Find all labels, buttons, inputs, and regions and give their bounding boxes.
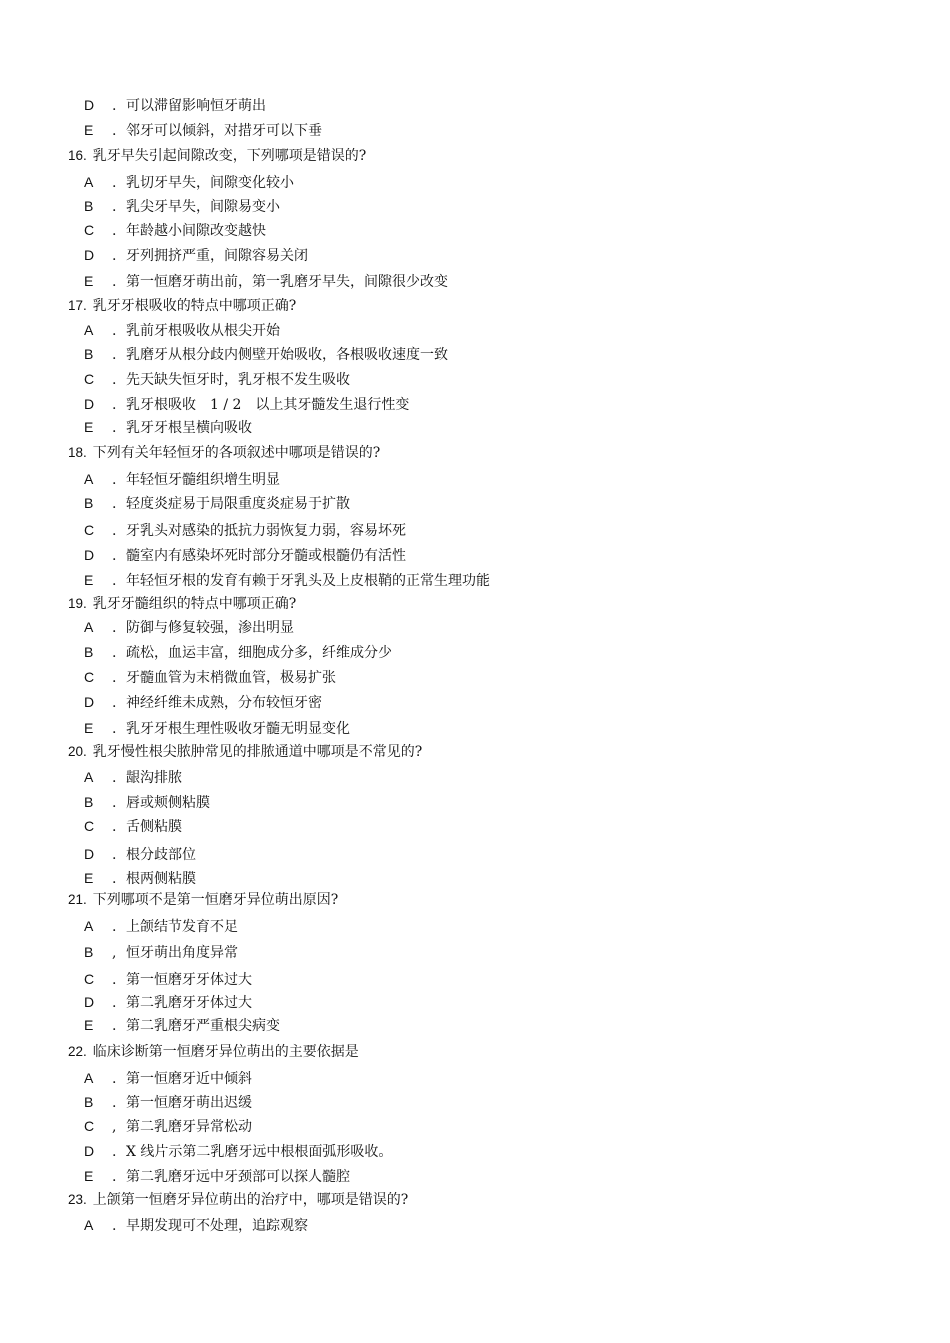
option-separator: . [112, 573, 117, 589]
answer-option [84, 395, 409, 414]
question-text: 乳牙牙髓组织的特点中哪项正确? [92, 596, 297, 612]
option-letter: D [84, 846, 95, 862]
option-text: 乳磨牙从根分歧内侧壁开始吸收，各根吸收速度一致 [126, 347, 448, 363]
option-text: 第二乳磨牙异常松动 [126, 1119, 252, 1135]
option-text: 髓室内有感染坏死时部分牙髓或根髓仍有活性 [126, 548, 406, 564]
option-separator: . [112, 223, 117, 239]
option-separator: . [112, 919, 117, 935]
answer-option [84, 345, 448, 364]
answer-option [84, 1117, 252, 1136]
option-letter: E [84, 720, 94, 736]
option-text: 第一恒磨牙萌出迟缓 [126, 1095, 252, 1111]
question-stem [68, 1191, 408, 1209]
option-separator: . [112, 420, 117, 436]
option-separator: . [112, 199, 117, 215]
option-text: 牙髓血管为末梢微血管，极易扩张 [126, 670, 336, 686]
option-separator: . [112, 972, 117, 988]
option-separator: . [112, 523, 117, 539]
option-text: 乳牙牙根呈横向吸收 [126, 420, 252, 436]
option-separator: . [112, 323, 117, 339]
option-text: 唇或颊侧粘膜 [126, 795, 210, 811]
answer-option [84, 1069, 252, 1088]
question-text: 下列哪项不是第一恒磨牙异位萌出原因? [92, 892, 339, 908]
option-letter: C [84, 669, 95, 685]
option-text: 第二乳磨牙牙体过大 [126, 995, 252, 1011]
option-text: 年龄越小间隙改变越快 [126, 223, 266, 239]
option-separator: . [112, 819, 117, 835]
option-separator: . [112, 175, 117, 191]
option-separator: . [112, 645, 117, 661]
answer-option [84, 943, 238, 962]
option-letter: A [84, 769, 94, 785]
question-text: 下列有关年轻恒牙的各项叙述中哪项是错误的? [92, 445, 381, 461]
answer-option [84, 668, 336, 687]
answer-option [84, 521, 406, 540]
question-text: 乳牙早失引起间隙改变，下列哪项是错误的? [92, 148, 367, 164]
option-separator: . [112, 548, 117, 564]
answer-option [84, 272, 448, 291]
option-text: 牙列拥挤严重，间隙容易关闭 [126, 248, 308, 264]
answer-option [84, 1142, 392, 1161]
option-separator: . [112, 721, 117, 737]
option-separator: . [112, 670, 117, 686]
question-number: 20. [68, 744, 87, 759]
option-separator: . [112, 1144, 117, 1160]
option-letter: A [84, 619, 94, 635]
option-separator: . [112, 1018, 117, 1034]
option-letter: C [84, 1118, 95, 1134]
question-number: 19. [68, 596, 87, 611]
answer-option [84, 418, 252, 437]
answer-option [84, 546, 406, 565]
option-text: 可以滞留影响恒牙萌出 [126, 98, 266, 114]
question-number: 21. [68, 892, 87, 907]
option-text: 早期发现可不处理，追踪观察 [126, 1218, 308, 1234]
answer-option [84, 246, 308, 265]
option-text: 根两侧粘膜 [126, 871, 196, 887]
answer-option [84, 197, 280, 216]
option-text: 舌侧粘膜 [126, 819, 182, 835]
option-text: 恒牙萌出角度异常 [126, 945, 238, 961]
question-text: 乳牙慢性根尖脓肿常见的排脓通道中哪项是不常见的? [92, 744, 423, 760]
option-text: 第一恒磨牙牙体过大 [126, 972, 252, 988]
option-letter: C [84, 971, 95, 987]
option-separator: . [112, 98, 117, 114]
answer-option [84, 494, 350, 513]
option-separator: . [112, 770, 117, 786]
option-letter: A [84, 471, 94, 487]
option-separator: . [112, 123, 117, 139]
option-letter: B [84, 644, 94, 660]
answer-option [84, 768, 182, 787]
question-text: 乳牙牙根吸收的特点中哪项正确? [92, 298, 297, 314]
option-text: 防御与修复较强，渗出明显 [126, 620, 294, 636]
option-letter: A [84, 1217, 94, 1233]
option-text: 年轻恒牙髓组织增生明显 [126, 472, 280, 488]
answer-option [84, 173, 294, 192]
option-separator: . [112, 1169, 117, 1185]
option-text: 乳前牙根吸收从根尖开始 [126, 323, 280, 339]
answer-option [84, 970, 252, 989]
option-text: 龈沟排脓 [126, 770, 182, 786]
question-number: 16. [68, 148, 87, 163]
question-number: 23. [68, 1192, 87, 1207]
option-letter: E [84, 419, 94, 435]
answer-option [84, 693, 322, 712]
option-text: 根分歧部位 [126, 847, 196, 863]
option-letter: D [84, 694, 95, 710]
answer-option [84, 1093, 252, 1112]
option-separator: . [112, 1218, 117, 1234]
question-number: 18. [68, 445, 87, 460]
question-number: 22. [68, 1044, 87, 1059]
answer-option [84, 793, 210, 812]
option-separator: . [112, 1095, 117, 1111]
answer-option [84, 370, 350, 389]
question-stem [68, 1043, 359, 1061]
option-separator: . [112, 397, 117, 413]
option-text: X 线片示第二乳磨牙远中根根面弧形吸收。 [126, 1144, 393, 1160]
option-separator: , [112, 1119, 117, 1135]
option-text: 牙乳头对感染的抵抗力弱恢复力弱，容易坏死 [126, 523, 406, 539]
option-text: 第二乳磨牙严重根尖病变 [126, 1018, 280, 1034]
option-text: 第二乳磨牙远中牙颈部可以探人髓腔 [126, 1169, 350, 1185]
option-letter: E [84, 1168, 94, 1184]
option-letter: D [84, 547, 95, 563]
option-separator: . [112, 995, 117, 1011]
option-letter: A [84, 1070, 94, 1086]
question-stem [68, 147, 366, 165]
option-letter: D [84, 396, 95, 412]
answer-option [84, 618, 294, 637]
option-letter: E [84, 122, 94, 138]
answer-option [84, 1167, 350, 1186]
question-stem [68, 595, 296, 613]
option-letter: A [84, 174, 94, 190]
option-letter: C [84, 371, 95, 387]
option-separator: . [112, 1071, 117, 1087]
option-letter: B [84, 1094, 94, 1110]
option-letter: A [84, 322, 94, 338]
answer-option [84, 917, 238, 936]
question-text: 临床诊断第一恒磨牙异位萌出的主要依据是 [92, 1044, 359, 1060]
option-text: 疏松，血运丰富，细胞成分多，纤维成分少 [126, 645, 392, 661]
answer-option [84, 993, 252, 1012]
option-text: 第一恒磨牙近中倾斜 [126, 1071, 252, 1087]
option-separator: . [112, 472, 117, 488]
option-text: 第一恒磨牙萌出前，第一乳磨牙早失，间隙很少改变 [126, 274, 448, 290]
option-letter: A [84, 918, 94, 934]
option-letter: E [84, 870, 94, 886]
option-text: 乳切牙早失，间隙变化较小 [126, 175, 294, 191]
option-text: 邻牙可以倾斜，对措牙可以下垂 [126, 123, 322, 139]
answer-option [84, 845, 196, 864]
question-stem [68, 444, 380, 462]
option-letter: C [84, 222, 95, 238]
question-text: 上颌第一恒磨牙异位萌出的治疗中，哪项是错误的? [92, 1192, 409, 1208]
question-stem [68, 891, 338, 909]
answer-option [84, 817, 182, 836]
option-letter: B [84, 198, 94, 214]
option-letter: B [84, 944, 94, 960]
answer-option [84, 1216, 308, 1235]
option-text: 乳牙根吸收 1 / 2 以上其牙髓发生退行性变 [126, 397, 410, 413]
option-separator: , [112, 945, 117, 961]
option-letter: E [84, 572, 94, 588]
option-letter: B [84, 495, 94, 511]
option-separator: . [112, 795, 117, 811]
option-text: 上颌结节发育不足 [126, 919, 238, 935]
option-text: 神经纤维未成熟，分布较恒牙密 [126, 695, 322, 711]
option-letter: E [84, 273, 94, 289]
answer-option [84, 571, 490, 590]
answer-option [84, 321, 280, 340]
option-separator: . [112, 620, 117, 636]
option-letter: D [84, 994, 95, 1010]
answer-option [84, 121, 322, 140]
answer-option [84, 96, 266, 115]
question-stem [68, 743, 422, 761]
option-letter: B [84, 794, 94, 810]
option-letter: C [84, 522, 95, 538]
option-text: 年轻恒牙根的发育有赖于牙乳头及上皮根鞘的正常生理功能 [126, 573, 490, 589]
option-letter: E [84, 1017, 94, 1033]
option-separator: . [112, 274, 117, 290]
option-text: 轻度炎症易于局限重度炎症易于扩散 [126, 496, 350, 512]
question-number: 17. [68, 298, 87, 313]
answer-option [84, 719, 350, 738]
option-text: 乳尖牙早失，间隙易变小 [126, 199, 280, 215]
answer-option [84, 869, 196, 888]
option-separator: . [112, 871, 117, 887]
question-stem [68, 297, 296, 315]
option-letter: C [84, 818, 95, 834]
answer-option [84, 643, 392, 662]
option-text: 先天缺失恒牙时，乳牙根不发生吸收 [126, 372, 350, 388]
answer-option [84, 221, 266, 240]
option-separator: . [112, 496, 117, 512]
answer-option [84, 470, 280, 489]
option-letter: D [84, 247, 95, 263]
option-separator: . [112, 372, 117, 388]
option-separator: . [112, 695, 117, 711]
option-letter: B [84, 346, 94, 362]
option-separator: . [112, 248, 117, 264]
answer-option [84, 1016, 280, 1035]
option-letter: D [84, 97, 95, 113]
option-separator: . [112, 847, 117, 863]
option-text: 乳牙牙根生理性吸收牙髓无明显变化 [126, 721, 350, 737]
option-letter: D [84, 1143, 95, 1159]
option-separator: . [112, 347, 117, 363]
